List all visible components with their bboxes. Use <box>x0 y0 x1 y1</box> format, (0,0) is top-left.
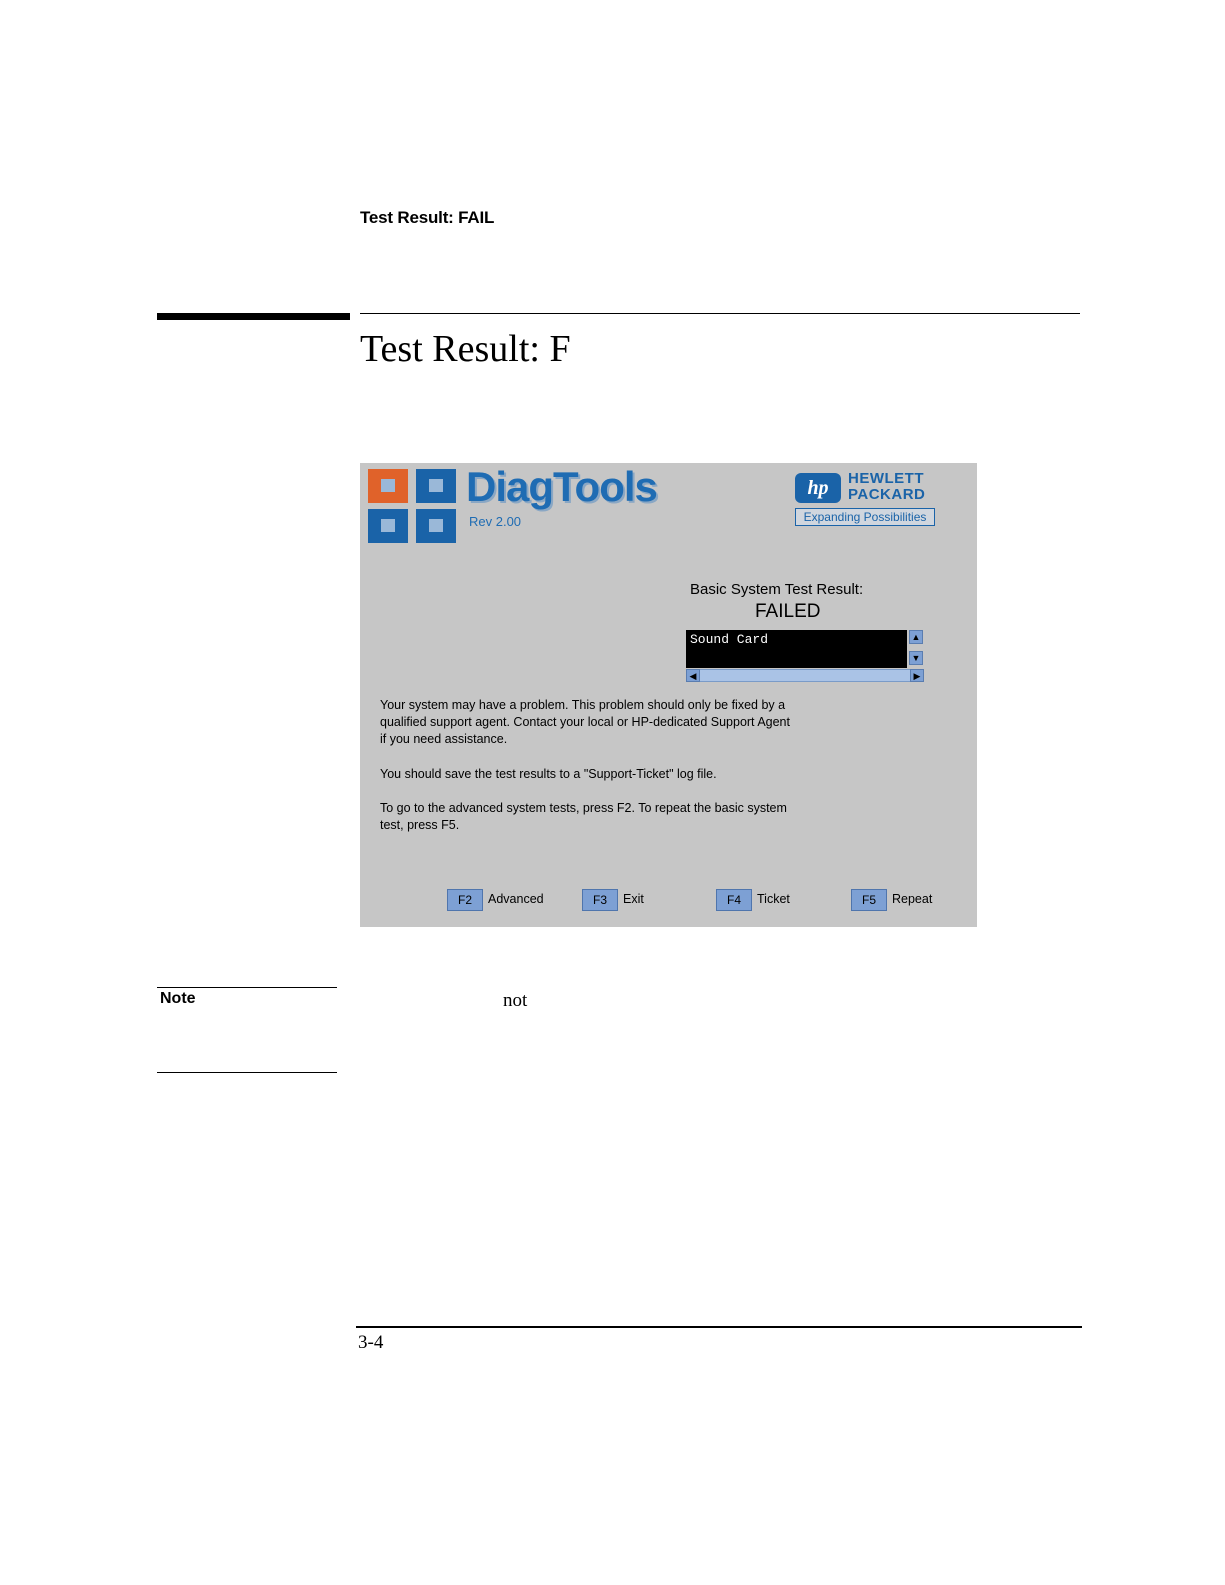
diagtools-screenshot <box>360 463 977 927</box>
f4-ticket-button[interactable]: F4 <box>716 889 752 911</box>
note-label: Note <box>160 990 196 1007</box>
hp-brand-line1: HEWLETT <box>848 470 924 487</box>
scroll-left-icon[interactable]: ◀ <box>686 669 700 682</box>
note-rule-bottom <box>157 1072 337 1073</box>
result-heading: Basic System Test Result: <box>690 581 864 598</box>
section-rule-thick <box>157 313 350 320</box>
logo-square-blue <box>416 509 456 543</box>
page-number: 3-4 <box>358 1332 384 1353</box>
message-line: if you need assistance. <box>380 732 508 746</box>
message-line: qualified support agent. Contact your local or HP-dedicated Support Agent <box>380 715 790 729</box>
footer-rule <box>356 1326 1082 1328</box>
hp-logo-mark: hp <box>795 473 841 503</box>
scroll-down-icon[interactable]: ▼ <box>909 651 923 665</box>
result-status: FAILED <box>755 601 821 622</box>
horizontal-scrollbar[interactable] <box>686 669 924 682</box>
hp-tagline: Expanding Possibilities <box>795 508 935 526</box>
hp-brand-name <box>848 471 925 503</box>
scroll-up-icon[interactable]: ▲ <box>909 630 923 644</box>
hp-logo <box>795 470 945 509</box>
message-line: test, press F5. <box>380 818 460 832</box>
f3-exit-button[interactable]: F3 <box>582 889 618 911</box>
scroll-right-icon[interactable]: ▶ <box>910 669 924 682</box>
note-text: not <box>503 990 528 1011</box>
failed-items-list[interactable] <box>686 630 907 668</box>
f2-advanced-button[interactable]: F2 <box>447 889 483 911</box>
logo-square-orange <box>368 469 408 503</box>
f2-label: Advanced <box>488 892 544 906</box>
f5-label: Repeat <box>892 892 933 906</box>
message-instructions <box>380 800 900 834</box>
message-line: To go to the advanced system tests, press F2. To repeat the basic system <box>380 801 787 815</box>
logo-square-blue <box>416 469 456 503</box>
vertical-scrollbar[interactable] <box>909 630 924 668</box>
logo-square-blue <box>368 509 408 543</box>
f4-label: Ticket <box>757 892 790 906</box>
app-revision: Rev 2.00 <box>469 514 522 529</box>
list-item[interactable]: Sound Card <box>690 632 769 647</box>
hp-brand-line2: PACKARD <box>848 486 926 503</box>
f3-label: Exit <box>623 892 644 906</box>
section-title: Test Result: F <box>360 328 571 370</box>
message-save: You should save the test results to a "Support-Ticket" log file. <box>380 767 717 781</box>
message-line: Your system may have a problem. This problem should only be fixed by a <box>380 698 786 712</box>
f5-repeat-button[interactable]: F5 <box>851 889 887 911</box>
running-head: Test Result: FAIL <box>360 208 495 227</box>
message-problem <box>380 697 900 748</box>
app-title: DiagTools <box>466 463 657 510</box>
note-rule-top <box>157 987 337 988</box>
section-rule-thin <box>360 313 1080 314</box>
